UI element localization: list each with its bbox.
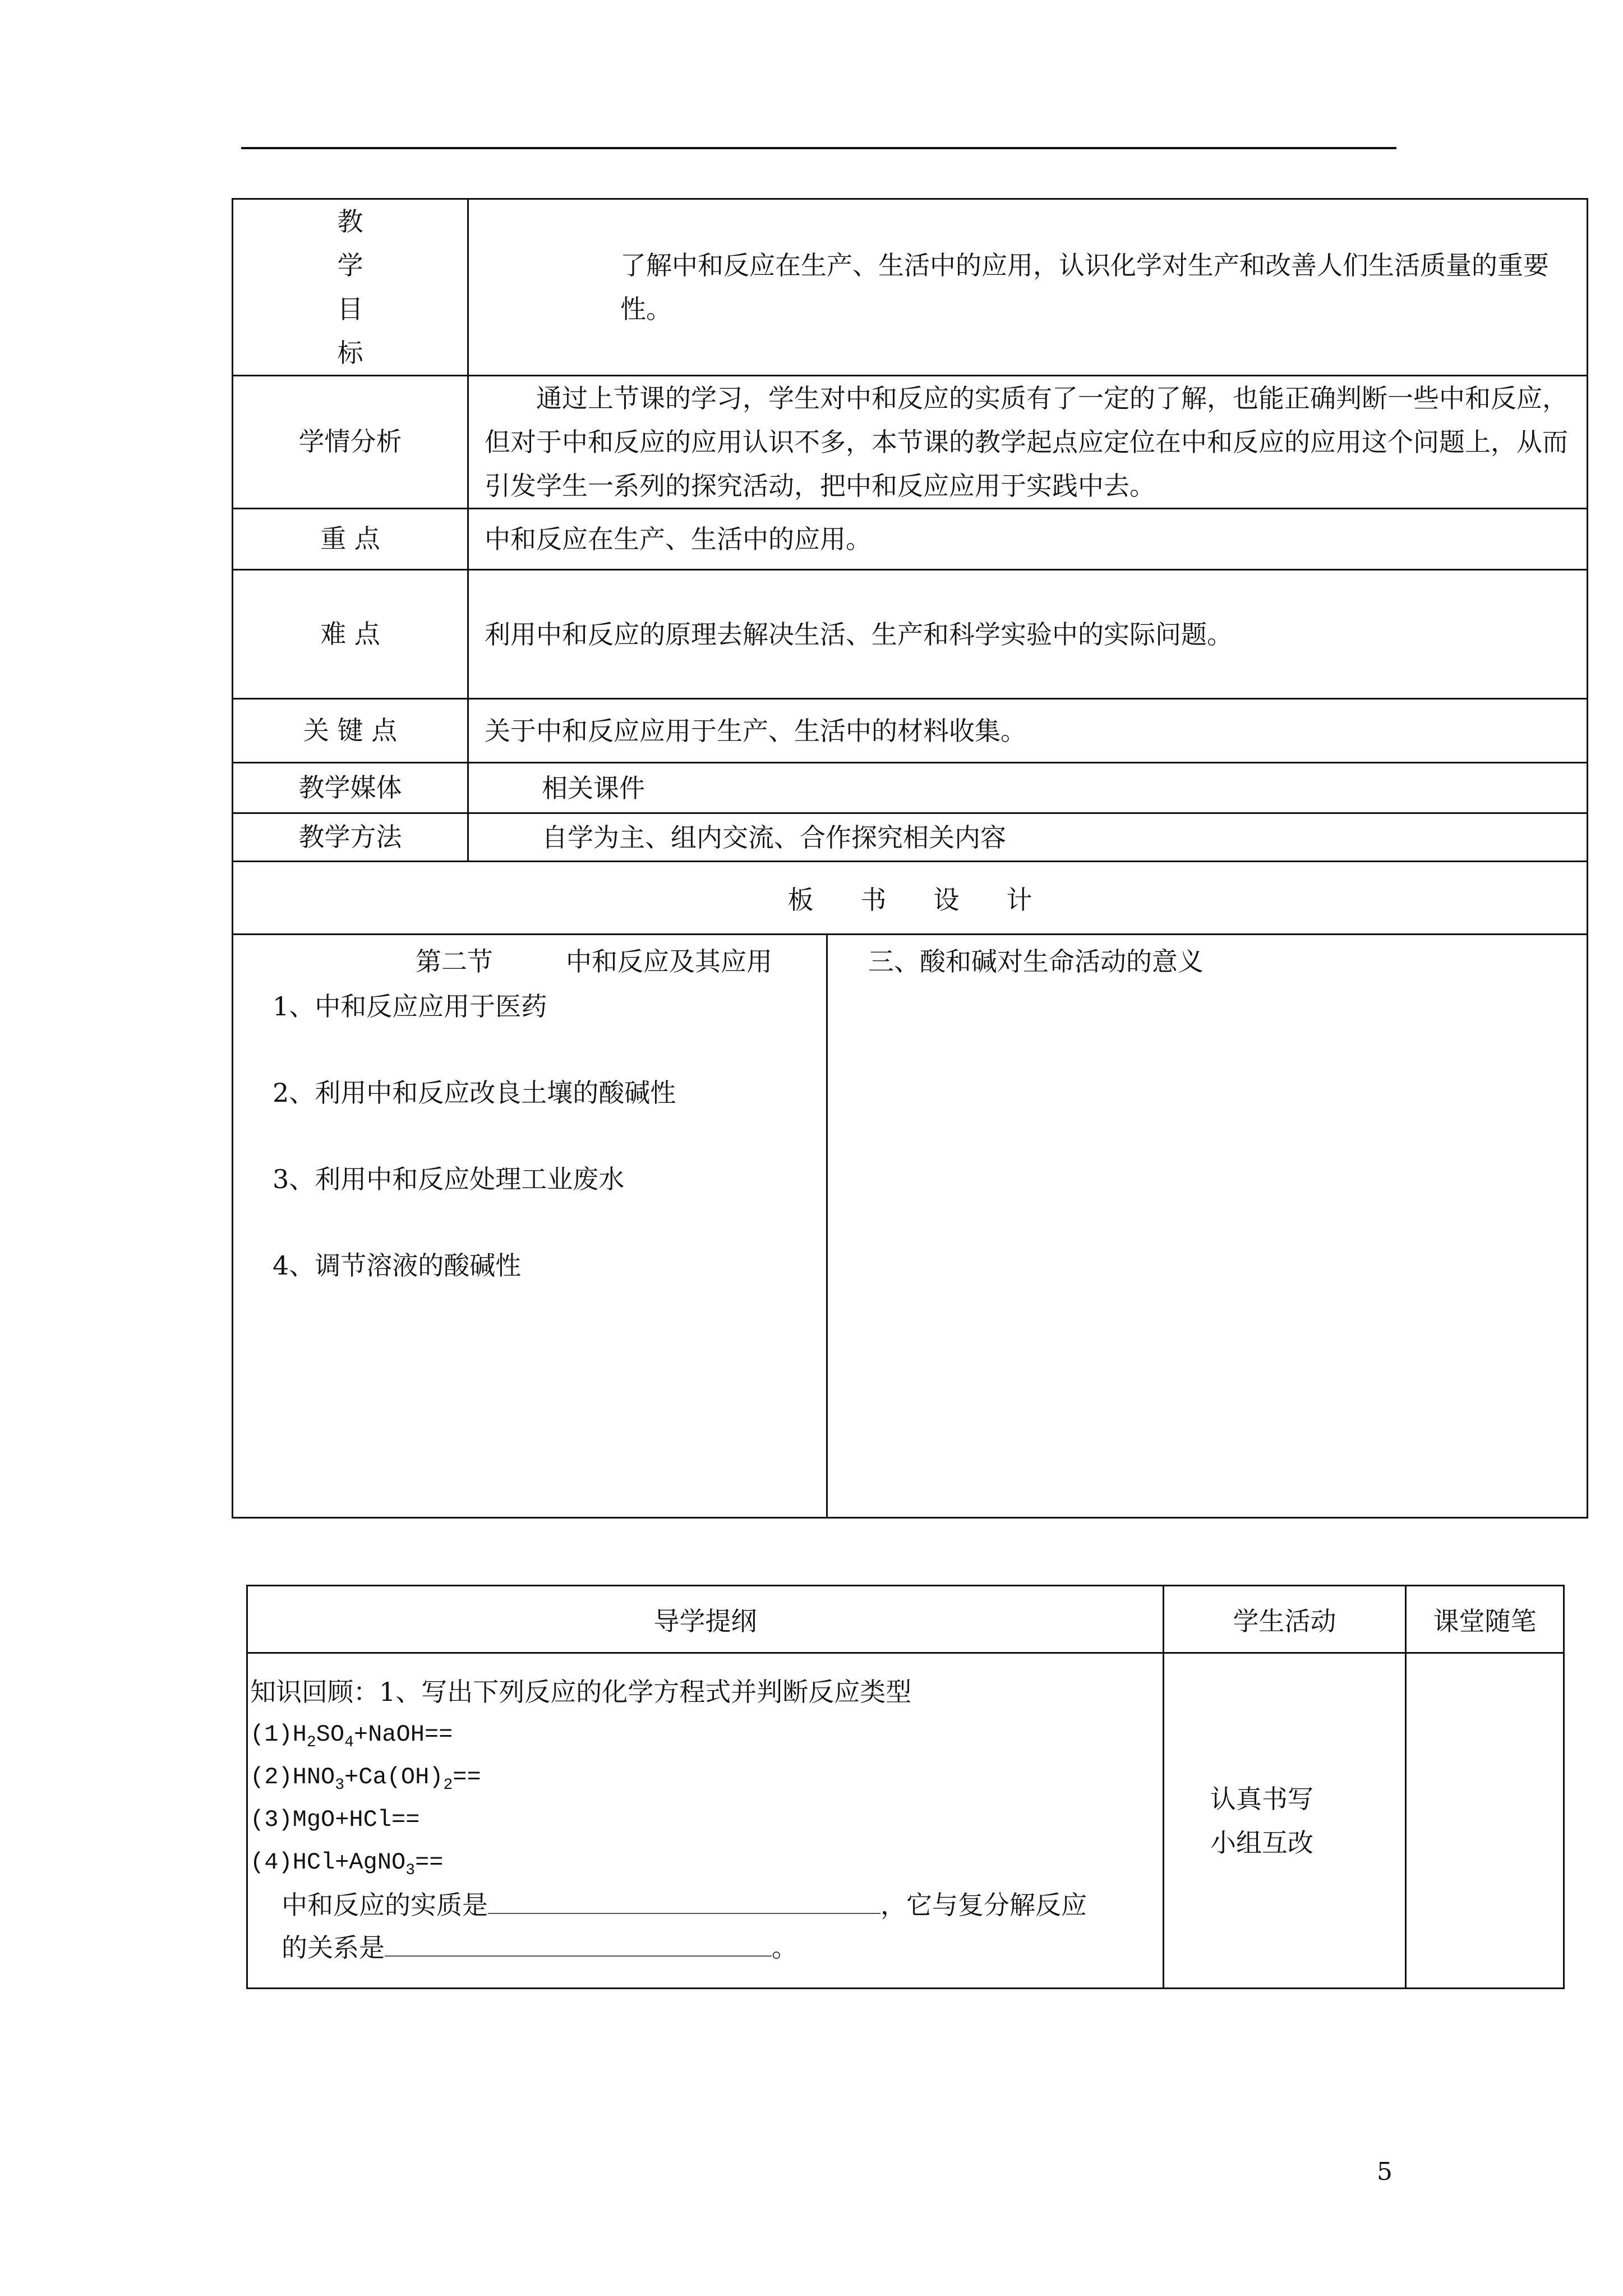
difficult-point-label: 难 点 — [233, 570, 468, 699]
analysis-text: 通过上节课的学习，学生对中和反应的实质有了一定的了解，也能正确判断一些中和反应，但对于中和反应的应用认识不多，本节课的教学起点应定位在中和反应的应用这个问题上，从而引发学生一系列的探究活动，把中和反应应用于实践中去。 — [468, 376, 1588, 509]
review-title: 知识回顾：1、写出下列反应的化学方程式并判断反应类型 — [250, 1677, 912, 1707]
lesson-plan-table — [232, 198, 1588, 1519]
activity-header: 学生活动 — [1164, 1586, 1406, 1653]
goal-label-char: 学 — [337, 250, 363, 280]
guide-table — [246, 1585, 1565, 1989]
analysis-label: 学情分析 — [233, 376, 468, 509]
equation-4: (4)HCl+AgNO$_3$== — [250, 1849, 444, 1879]
equation-3: (3)MgO+HCl== — [250, 1806, 420, 1833]
activity-cell — [1164, 1653, 1406, 1989]
goal-label-char: 目 — [337, 294, 363, 324]
board-section-title: 中和反应及其应用 — [566, 946, 772, 977]
answer-blank[interactable] — [385, 1930, 772, 1957]
key-point-label: 重 点 — [233, 509, 468, 570]
board-item: 1、中和反应应用于医药 — [273, 991, 547, 1022]
media-text: 相关课件 — [468, 763, 1588, 813]
equation-1: $(1)H_2SO_4+NaOH==$ — [250, 1721, 453, 1751]
difficult-point-text: 利用中和反应的原理去解决生活、生产和科学实验中的实际问题。 — [468, 570, 1588, 699]
guide-header: 导学提纲 — [247, 1586, 1164, 1653]
header-rule — [241, 147, 1396, 149]
notes-cell — [1406, 1653, 1564, 1989]
critical-point-label: 关 键 点 — [233, 699, 468, 763]
activity-line: 认真书写 — [1210, 1783, 1313, 1814]
goal-label-char: 教 — [337, 206, 363, 237]
key-point-text: 中和反应在生产、生活中的应用。 — [468, 509, 1588, 570]
goal-label-cell — [233, 199, 468, 376]
board-section-number: 第二节 — [416, 946, 493, 977]
goal-label-char: 标 — [337, 338, 363, 368]
board-design-title: 板书设计 — [233, 862, 1588, 935]
notes-header: 课堂随笔 — [1406, 1586, 1564, 1653]
answer-blank[interactable] — [488, 1887, 880, 1914]
page-number: 5 — [1377, 2157, 1393, 2186]
board-right-heading: 三、酸和碱对生命活动的意义 — [868, 946, 1204, 977]
goal-text: 了解中和反应在生产、生活中的应用，认识化学对生产和改善人们生活质量的重要性。 — [468, 199, 1588, 376]
board-item: 3、利用中和反应处理工业废水 — [273, 1164, 625, 1194]
board-left-heading — [273, 941, 815, 982]
question-2: 的关系是 。 — [250, 1926, 1157, 1969]
critical-point-text: 关于中和反应应用于生产、生活中的材料收集。 — [468, 699, 1588, 763]
board-left-panel — [233, 935, 827, 1518]
media-label: 教学媒体 — [233, 763, 468, 813]
method-label: 教学方法 — [233, 813, 468, 862]
question-1: 中和反应的实质是 ，它与复分解反应 — [250, 1884, 1157, 1926]
board-right-panel — [827, 935, 1588, 1518]
guide-content — [247, 1653, 1164, 1989]
activity-line: 小组互改 — [1210, 1827, 1313, 1858]
board-item: 4、调节溶液的酸碱性 — [273, 1250, 522, 1281]
equation-2: $(2)HNO_3+Ca(OH)_2==$ — [250, 1764, 481, 1794]
method-text: 自学为主、组内交流、合作探究相关内容 — [468, 813, 1588, 862]
board-item: 2、利用中和反应改良土壤的酸碱性 — [273, 1078, 676, 1108]
